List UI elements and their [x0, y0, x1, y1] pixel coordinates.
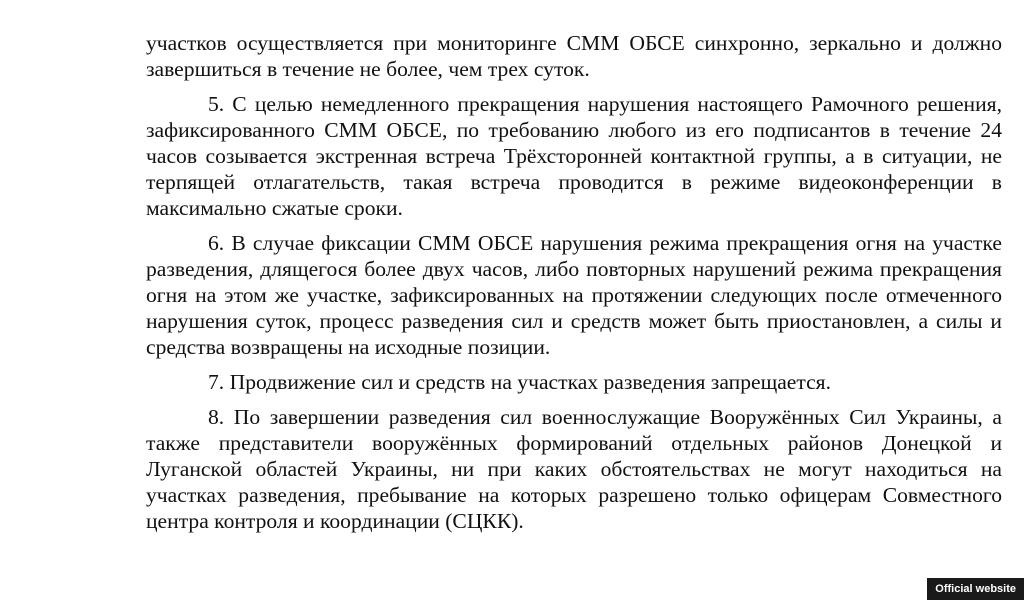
paragraph-continuation: участков осуществляется при мониторинге СММ ОБСЕ синхронно, зеркально и должно завершиться в течение не более, чем трех суток.	[146, 31, 1002, 81]
document-text	[146, 30, 1002, 534]
paragraph-8: 8. По завершении разведения сил военнослужащие Вооружённых Сил Украины, а также представители вооружённых формирований отдельных районов Донецкой и Луганской областей Украины, ни при каких обстоятельствах не могут находиться на участках разведения, пребывание на которых разрешено только офицерам Совместного центра контроля и координации (СЦКК).	[146, 405, 1002, 533]
official-website-badge: Official website	[927, 578, 1024, 600]
paragraph-7: 7. Продвижение сил и средств на участках разведения запрещается.	[208, 370, 831, 394]
paragraph-5: 5. С целью немедленного прекращения нарушения настоящего Рамочного решения, зафиксированного СММ ОБСЕ, по требованию любого из его подписантов в течение 24 часов созывается экстренная встреча Трёхсторонней контактной группы, а в ситуации, не терпящей отлагательств, такая встреча проводится в режиме видеоконференции в максимально сжатые сроки.	[146, 92, 1002, 220]
paragraph-6: 6. В случае фиксации СММ ОБСЕ нарушения режима прекращения огня на участке разведения, длящегося более двух часов, либо повторных нарушений режима прекращения огня на этом же участке, зафиксированных на протяжении следующих после отмеченного нарушения суток, процесс разведения сил и средств может быть приостановлен, а силы и средства возвращены на исходные позиции.	[146, 231, 1002, 359]
